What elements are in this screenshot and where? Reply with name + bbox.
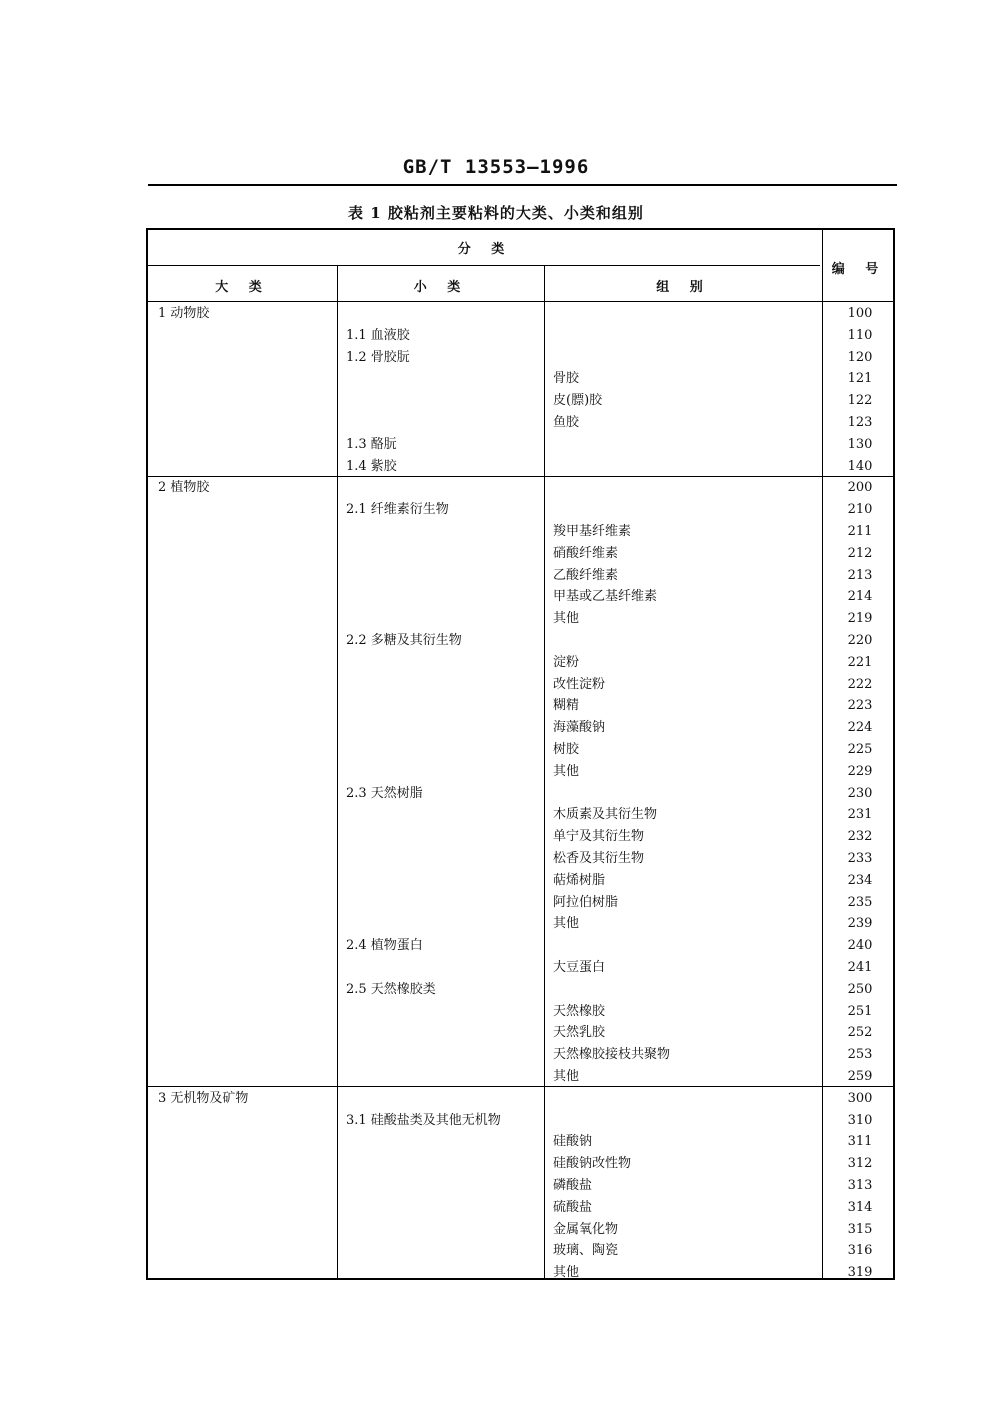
code-cell: 223	[847, 698, 873, 713]
code-cell: 239	[847, 916, 873, 931]
subgroup-label: 糊精	[553, 698, 580, 713]
major-category-label: 3 无机物及矿物	[158, 1091, 249, 1106]
subgroup-label: 硝酸纤维素	[553, 546, 619, 561]
code-cell: 122	[847, 393, 873, 408]
code-cell: 110	[847, 328, 873, 343]
code-cell: 310	[847, 1113, 873, 1128]
code-cell: 315	[847, 1222, 873, 1237]
code-cell: 251	[847, 1004, 873, 1019]
minor-category-label: 1.1 血液胶	[346, 328, 410, 343]
subgroup-label: 树胶	[553, 742, 580, 757]
col-divider-sub-code	[822, 230, 823, 1278]
subgroup-label: 硅酸钠	[553, 1134, 593, 1149]
subgroup-label: 天然乳胶	[553, 1025, 606, 1040]
subgroup-label: 磷酸盐	[553, 1178, 593, 1193]
subgroup-label: 萜烯树脂	[553, 873, 606, 888]
header-code: 编 号	[831, 262, 887, 277]
minor-category-label: 2.3 天然树脂	[346, 786, 423, 801]
code-cell: 311	[847, 1134, 873, 1149]
code-cell: 233	[847, 851, 873, 866]
code-cell: 221	[847, 655, 873, 670]
code-cell: 212	[847, 546, 873, 561]
subgroup-label: 乙酸纤维素	[553, 568, 619, 583]
standard-code-header: GB/T 13553—1996	[402, 156, 590, 178]
subgroup-label: 硅酸钠改性物	[553, 1156, 632, 1171]
subgroup-label: 海藻酸钠	[553, 720, 606, 735]
group-divider-1	[148, 476, 893, 477]
header-rule	[148, 184, 897, 186]
subgroup-label: 其他	[553, 611, 580, 626]
subgroup-label: 单宁及其衍生物	[553, 829, 645, 844]
subgroup-label: 鱼胶	[553, 415, 580, 430]
code-cell: 300	[847, 1091, 873, 1106]
subgroup-label: 其他	[553, 916, 580, 931]
minor-category-label: 3.1 硅酸盐类及其他无机物	[346, 1113, 501, 1128]
code-cell: 222	[847, 677, 873, 692]
code-cell: 234	[847, 873, 873, 888]
minor-category-label: 1.3 酪朊	[346, 437, 397, 452]
table-caption: 表 1 胶粘剂主要粘料的大类、小类和组别	[348, 204, 644, 222]
header-subgroup: 组 别	[656, 280, 711, 295]
minor-category-label: 2.5 天然橡胶类	[346, 982, 436, 997]
code-cell: 312	[847, 1156, 873, 1171]
subgroup-label: 其他	[553, 764, 580, 779]
subgroup-label: 阿拉伯树脂	[553, 895, 619, 910]
subgroup-label: 骨胶	[553, 371, 580, 386]
subgroup-label: 皮(膘)胶	[553, 393, 603, 408]
header-divider-upper	[148, 265, 820, 266]
code-cell: 120	[847, 350, 873, 365]
code-cell: 100	[847, 306, 873, 321]
code-cell: 232	[847, 829, 873, 844]
minor-category-label: 1.4 紫胶	[346, 459, 397, 474]
subgroup-label: 金属氧化物	[553, 1222, 619, 1237]
major-category-label: 1 动物胶	[158, 306, 210, 321]
header-minor-category: 小 类	[413, 280, 469, 295]
code-cell: 231	[847, 807, 873, 822]
code-cell: 213	[847, 568, 873, 583]
code-cell: 253	[847, 1047, 873, 1062]
code-cell: 316	[847, 1243, 873, 1258]
code-cell: 214	[847, 589, 873, 604]
minor-category-label: 2.2 多糖及其衍生物	[346, 633, 462, 648]
code-cell: 313	[847, 1178, 873, 1193]
subgroup-label: 淀粉	[553, 655, 580, 670]
subgroup-label: 羧甲基纤维素	[553, 524, 632, 539]
code-cell: 225	[847, 742, 873, 757]
subgroup-label: 硫酸盐	[553, 1200, 593, 1215]
code-cell: 241	[847, 960, 873, 975]
subgroup-label: 松香及其衍生物	[553, 851, 645, 866]
code-cell: 130	[847, 437, 873, 452]
code-cell: 219	[847, 611, 873, 626]
major-category-label: 2 植物胶	[158, 480, 210, 495]
code-cell: 235	[847, 895, 873, 910]
code-cell: 220	[847, 633, 873, 648]
header-classification: 分 类	[457, 242, 513, 257]
minor-category-label: 2.4 植物蛋白	[346, 938, 423, 953]
code-cell: 240	[847, 938, 873, 953]
header-major-category: 大 类	[215, 280, 270, 295]
subgroup-label: 天然橡胶接枝共聚物	[553, 1047, 671, 1062]
code-cell: 121	[847, 371, 873, 386]
subgroup-label: 天然橡胶	[553, 1004, 606, 1019]
classification-table	[146, 228, 895, 1280]
subgroup-label: 木质素及其衍生物	[553, 807, 658, 822]
minor-category-label: 1.2 骨胶朊	[346, 350, 410, 365]
group-divider-2	[148, 1086, 893, 1087]
code-cell: 200	[847, 480, 873, 495]
code-cell: 259	[847, 1069, 873, 1084]
code-cell: 250	[847, 982, 873, 997]
code-cell: 230	[847, 786, 873, 801]
header-divider-lower	[148, 301, 893, 302]
code-cell: 319	[847, 1265, 873, 1280]
col-divider-minor-sub	[544, 266, 545, 1278]
subgroup-label: 其他	[553, 1265, 580, 1280]
code-cell: 140	[847, 459, 873, 474]
subgroup-label: 玻璃、陶瓷	[553, 1243, 619, 1258]
subgroup-label: 其他	[553, 1069, 580, 1084]
code-cell: 229	[847, 764, 873, 779]
code-cell: 123	[847, 415, 873, 430]
code-cell: 224	[847, 720, 873, 735]
subgroup-label: 大豆蛋白	[553, 960, 606, 975]
code-cell: 314	[847, 1200, 873, 1215]
code-cell: 210	[847, 502, 873, 517]
subgroup-label: 甲基或乙基纤维素	[553, 589, 658, 604]
col-divider-major-minor	[337, 266, 338, 1278]
minor-category-label: 2.1 纤维素衍生物	[346, 502, 449, 517]
code-cell: 252	[847, 1025, 873, 1040]
subgroup-label: 改性淀粉	[553, 677, 606, 692]
code-cell: 211	[847, 524, 873, 539]
